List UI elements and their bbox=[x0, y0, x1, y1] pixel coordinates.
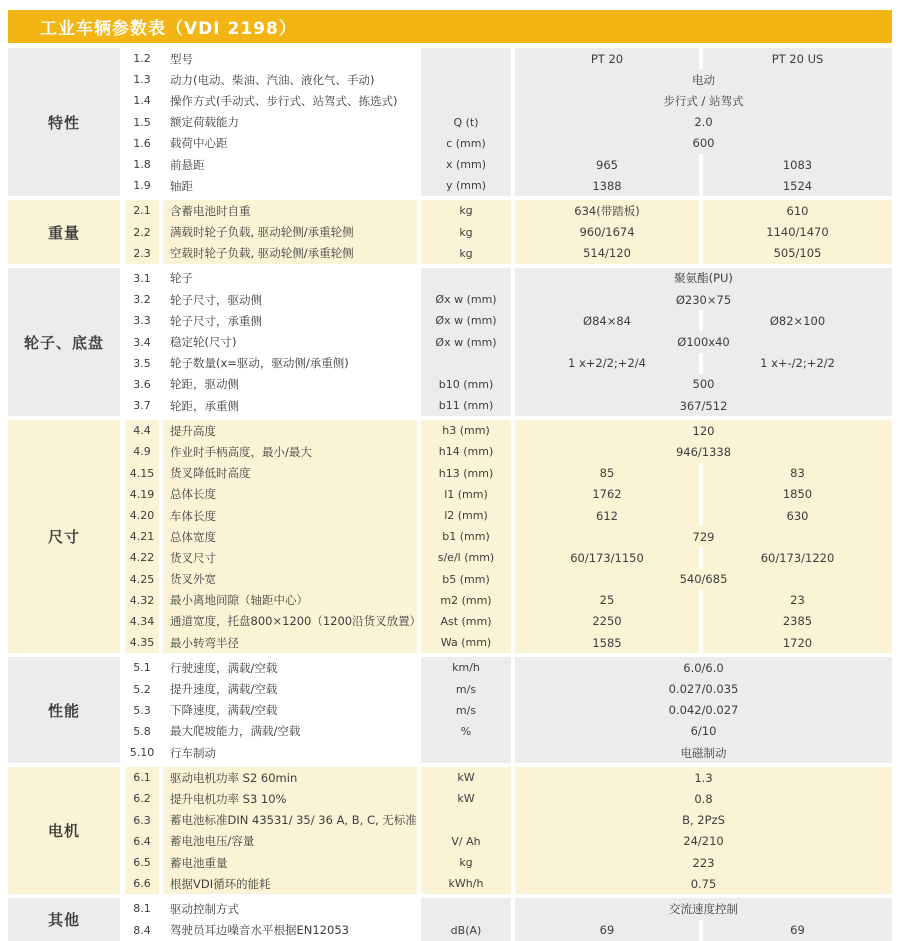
section-wheels-chassis bbox=[8, 268, 892, 416]
row-value-model-1: 1585 bbox=[515, 632, 699, 653]
page-title: 工业车辆参数表（VDI 2198） bbox=[40, 19, 297, 39]
row-unit: b5 (mm) bbox=[421, 569, 511, 590]
row-number: 4.32 bbox=[125, 590, 159, 611]
row-description: 轮距，驱动侧 bbox=[163, 374, 417, 395]
row-value-both-models: 500 bbox=[515, 374, 892, 395]
row-value-model-1: 514/120 bbox=[515, 243, 699, 264]
row-value-model-2: Ø82×100 bbox=[703, 310, 892, 331]
row-number: 4.19 bbox=[125, 484, 159, 505]
row-number: 3.6 bbox=[125, 374, 159, 395]
row-unit: m2 (mm) bbox=[421, 590, 511, 611]
row-unit: kg bbox=[421, 852, 511, 873]
row-number: 4.22 bbox=[125, 547, 159, 568]
row-unit: kW bbox=[421, 767, 511, 788]
row-unit: Øx w (mm) bbox=[421, 331, 511, 352]
row-number: 3.5 bbox=[125, 353, 159, 374]
row-value-both-models: 6/10 bbox=[515, 721, 892, 742]
row-value-model-1: 634(带踏板) bbox=[515, 200, 699, 221]
row-number: 4.21 bbox=[125, 526, 159, 547]
row-value-model-1: 1388 bbox=[515, 175, 699, 196]
row-description: 轮子 bbox=[163, 268, 417, 289]
row-description: 总体宽度 bbox=[163, 526, 417, 547]
row-value-both-models: 367/512 bbox=[515, 395, 892, 416]
row-value-model-1: 60/173/1150 bbox=[515, 547, 699, 568]
section-weight bbox=[8, 200, 892, 264]
row-value-both-models: 600 bbox=[515, 133, 892, 154]
section-label-dimensions: 尺寸 bbox=[8, 420, 120, 653]
row-value-model-2: 1850 bbox=[703, 484, 892, 505]
row-description: 轮距，承重侧 bbox=[163, 395, 417, 416]
section-label-motor: 电机 bbox=[8, 767, 120, 894]
row-number: 8.1 bbox=[125, 898, 159, 919]
row-value-both-models: 0.75 bbox=[515, 873, 892, 894]
row-unit: Ast (mm) bbox=[421, 611, 511, 632]
row-description: 轴距 bbox=[163, 175, 417, 196]
row-value-both-models: 120 bbox=[515, 420, 892, 441]
row-number: 4.34 bbox=[125, 611, 159, 632]
row-value-model-1: 69 bbox=[515, 920, 699, 941]
row-number: 1.8 bbox=[125, 154, 159, 175]
section-label-performance: 性能 bbox=[8, 657, 120, 763]
row-value-model-2: 1140/1470 bbox=[703, 222, 892, 243]
section-performance bbox=[8, 657, 892, 763]
row-number: 1.2 bbox=[125, 48, 159, 69]
title-bar bbox=[8, 10, 892, 43]
row-value-model-1: 1762 bbox=[515, 484, 699, 505]
row-number: 5.10 bbox=[125, 742, 159, 763]
section-other bbox=[8, 898, 892, 940]
row-number: 3.1 bbox=[125, 268, 159, 289]
row-number: 2.1 bbox=[125, 200, 159, 221]
row-value-model-1: 25 bbox=[515, 590, 699, 611]
row-description: 满载时轮子负载, 驱动轮侧/承重轮侧 bbox=[163, 222, 417, 243]
row-unit bbox=[421, 353, 511, 374]
row-number: 6.1 bbox=[125, 767, 159, 788]
row-description: 蓄电池标准DIN 43531/ 35/ 36 A, B, C, 无标准 bbox=[163, 810, 417, 831]
row-value-both-models: 24/210 bbox=[515, 831, 892, 852]
row-value-both-models: 聚氨酯(PU) bbox=[515, 268, 892, 289]
row-number: 5.2 bbox=[125, 678, 159, 699]
row-number: 4.4 bbox=[125, 420, 159, 441]
row-value-both-models: 0.8 bbox=[515, 788, 892, 809]
row-unit: l1 (mm) bbox=[421, 484, 511, 505]
row-description: 驾驶员耳边噪音水平根据EN12053 bbox=[163, 920, 417, 941]
row-unit bbox=[421, 90, 511, 111]
row-value-both-models: 946/1338 bbox=[515, 441, 892, 462]
row-description: 稳定轮(尺寸) bbox=[163, 331, 417, 352]
row-description: 行车制动 bbox=[163, 742, 417, 763]
row-number: 6.3 bbox=[125, 810, 159, 831]
row-value-both-models: 0.042/0.027 bbox=[515, 700, 892, 721]
row-description: 通道宽度，托盘800×1200（1200沿货叉放置） bbox=[163, 611, 417, 632]
row-unit: kg bbox=[421, 222, 511, 243]
row-description: 蓄电池重量 bbox=[163, 852, 417, 873]
row-number: 4.20 bbox=[125, 505, 159, 526]
row-unit bbox=[421, 268, 511, 289]
section-dimensions bbox=[8, 420, 892, 653]
row-description: 轮子尺寸，驱动侧 bbox=[163, 289, 417, 310]
row-description: 车体长度 bbox=[163, 505, 417, 526]
row-description: 蓄电池电压/容量 bbox=[163, 831, 417, 852]
section-label-other: 其他 bbox=[8, 898, 120, 940]
row-description: 货叉降低时高度 bbox=[163, 463, 417, 484]
row-value-model-2: 505/105 bbox=[703, 243, 892, 264]
row-value-both-models: 电动 bbox=[515, 69, 892, 90]
row-description: 前悬距 bbox=[163, 154, 417, 175]
row-value-both-models: Ø100x40 bbox=[515, 331, 892, 352]
section-label-weight: 重量 bbox=[8, 200, 120, 264]
row-unit bbox=[421, 48, 511, 69]
row-value-model-2: 630 bbox=[703, 505, 892, 526]
spec-table bbox=[8, 48, 892, 941]
row-value-both-models: 0.027/0.035 bbox=[515, 678, 892, 699]
row-description: 根据VDI循环的能耗 bbox=[163, 873, 417, 894]
row-description: 下降速度，满载/空载 bbox=[163, 700, 417, 721]
row-unit: Øx w (mm) bbox=[421, 310, 511, 331]
section-characteristics bbox=[8, 48, 892, 196]
row-unit: Øx w (mm) bbox=[421, 289, 511, 310]
row-description: 货叉尺寸 bbox=[163, 547, 417, 568]
row-description: 提升速度，满载/空载 bbox=[163, 678, 417, 699]
row-unit: b10 (mm) bbox=[421, 374, 511, 395]
row-number: 3.2 bbox=[125, 289, 159, 310]
row-number: 3.4 bbox=[125, 331, 159, 352]
row-unit: kW bbox=[421, 788, 511, 809]
row-unit: % bbox=[421, 721, 511, 742]
row-value-both-models: 1.3 bbox=[515, 767, 892, 788]
row-description: 最大爬坡能力，满载/空载 bbox=[163, 721, 417, 742]
row-value-model-2: 83 bbox=[703, 463, 892, 484]
row-unit bbox=[421, 810, 511, 831]
row-unit: h13 (mm) bbox=[421, 463, 511, 484]
row-value-both-models: 540/685 bbox=[515, 569, 892, 590]
row-unit bbox=[421, 898, 511, 919]
row-unit: m/s bbox=[421, 700, 511, 721]
row-value-model-1: 85 bbox=[515, 463, 699, 484]
row-unit: x (mm) bbox=[421, 154, 511, 175]
row-number: 8.4 bbox=[125, 920, 159, 941]
row-unit: s/e/l (mm) bbox=[421, 547, 511, 568]
row-unit: km/h bbox=[421, 657, 511, 678]
row-description: 载荷中心距 bbox=[163, 133, 417, 154]
row-description: 轮子尺寸，承重侧 bbox=[163, 310, 417, 331]
row-value-both-models: 223 bbox=[515, 852, 892, 873]
row-number: 3.7 bbox=[125, 395, 159, 416]
row-number: 6.4 bbox=[125, 831, 159, 852]
row-number: 4.15 bbox=[125, 463, 159, 484]
row-value-model-2: 1 x+-/2;+2/2 bbox=[703, 353, 892, 374]
row-number: 5.1 bbox=[125, 657, 159, 678]
row-number: 4.35 bbox=[125, 632, 159, 653]
row-description: 驱动控制方式 bbox=[163, 898, 417, 919]
row-number: 1.6 bbox=[125, 133, 159, 154]
row-value-model-1: Ø84×84 bbox=[515, 310, 699, 331]
row-value-model-2: 1083 bbox=[703, 154, 892, 175]
row-number: 6.2 bbox=[125, 788, 159, 809]
row-value-both-models: 2.0 bbox=[515, 112, 892, 133]
row-description: 轮子数量(x=驱动，驱动侧/承重侧) bbox=[163, 353, 417, 374]
section-motor bbox=[8, 767, 892, 894]
row-unit: h14 (mm) bbox=[421, 441, 511, 462]
row-unit: V/ Ah bbox=[421, 831, 511, 852]
row-description: 作业时手柄高度，最小/最大 bbox=[163, 441, 417, 462]
row-unit: Q (t) bbox=[421, 112, 511, 133]
row-number: 1.9 bbox=[125, 175, 159, 196]
row-number: 5.3 bbox=[125, 700, 159, 721]
row-unit: m/s bbox=[421, 678, 511, 699]
row-unit: y (mm) bbox=[421, 175, 511, 196]
row-unit bbox=[421, 69, 511, 90]
row-description: 操作方式(手动式、步行式、站驾式、拣选式) bbox=[163, 90, 417, 111]
row-value-model-2: PT 20 US bbox=[703, 48, 892, 69]
row-number: 6.5 bbox=[125, 852, 159, 873]
row-value-model-2: 610 bbox=[703, 200, 892, 221]
row-value-model-1: 612 bbox=[515, 505, 699, 526]
row-value-model-1: 2250 bbox=[515, 611, 699, 632]
row-description: 型号 bbox=[163, 48, 417, 69]
row-value-model-1: PT 20 bbox=[515, 48, 699, 69]
row-description: 货叉外宽 bbox=[163, 569, 417, 590]
row-unit: b1 (mm) bbox=[421, 526, 511, 547]
row-value-both-models: 6.0/6.0 bbox=[515, 657, 892, 678]
row-value-model-1: 1 x+2/2;+2/4 bbox=[515, 353, 699, 374]
row-unit: kg bbox=[421, 243, 511, 264]
row-description: 行驶速度，满载/空载 bbox=[163, 657, 417, 678]
row-number: 1.4 bbox=[125, 90, 159, 111]
row-value-model-2: 69 bbox=[703, 920, 892, 941]
row-unit: dB(A) bbox=[421, 920, 511, 941]
row-unit: h3 (mm) bbox=[421, 420, 511, 441]
row-number: 2.3 bbox=[125, 243, 159, 264]
row-description: 提升高度 bbox=[163, 420, 417, 441]
section-label-wheels-chassis: 轮子、底盘 bbox=[8, 268, 120, 416]
row-value-model-2: 23 bbox=[703, 590, 892, 611]
row-value-model-1: 960/1674 bbox=[515, 222, 699, 243]
row-unit: Wa (mm) bbox=[421, 632, 511, 653]
row-unit: b11 (mm) bbox=[421, 395, 511, 416]
row-description: 总体长度 bbox=[163, 484, 417, 505]
row-value-both-models: 交流速度控制 bbox=[515, 898, 892, 919]
row-description: 最小离地间隙（轴距中心） bbox=[163, 590, 417, 611]
section-label-characteristics: 特性 bbox=[8, 48, 120, 196]
row-number: 4.9 bbox=[125, 441, 159, 462]
row-description: 含蓄电池时自重 bbox=[163, 200, 417, 221]
row-number: 3.3 bbox=[125, 310, 159, 331]
row-value-both-models: B, 2PzS bbox=[515, 810, 892, 831]
row-value-both-models: 729 bbox=[515, 526, 892, 547]
row-number: 1.3 bbox=[125, 69, 159, 90]
row-unit: l2 (mm) bbox=[421, 505, 511, 526]
row-value-both-models: 电磁制动 bbox=[515, 742, 892, 763]
row-unit: kWh/h bbox=[421, 873, 511, 894]
row-value-model-1: 965 bbox=[515, 154, 699, 175]
row-number: 4.25 bbox=[125, 569, 159, 590]
row-value-model-2: 2385 bbox=[703, 611, 892, 632]
row-value-both-models: 步行式 / 站驾式 bbox=[515, 90, 892, 111]
row-unit: c (mm) bbox=[421, 133, 511, 154]
row-value-model-2: 60/173/1220 bbox=[703, 547, 892, 568]
row-number: 2.2 bbox=[125, 222, 159, 243]
row-number: 1.5 bbox=[125, 112, 159, 133]
row-number: 5.8 bbox=[125, 721, 159, 742]
row-unit: kg bbox=[421, 200, 511, 221]
row-description: 提升电机功率 S3 10% bbox=[163, 788, 417, 809]
row-description: 驱动电机功率 S2 60min bbox=[163, 767, 417, 788]
row-value-both-models: Ø230×75 bbox=[515, 289, 892, 310]
row-description: 动力(电动、柴油、汽油、液化气、手动) bbox=[163, 69, 417, 90]
row-number: 6.6 bbox=[125, 873, 159, 894]
row-description: 额定荷载能力 bbox=[163, 112, 417, 133]
row-description: 空载时轮子负载, 驱动轮侧/承重轮侧 bbox=[163, 243, 417, 264]
row-value-model-2: 1524 bbox=[703, 175, 892, 196]
row-description: 最小转弯半径 bbox=[163, 632, 417, 653]
row-value-model-2: 1720 bbox=[703, 632, 892, 653]
row-unit bbox=[421, 742, 511, 763]
